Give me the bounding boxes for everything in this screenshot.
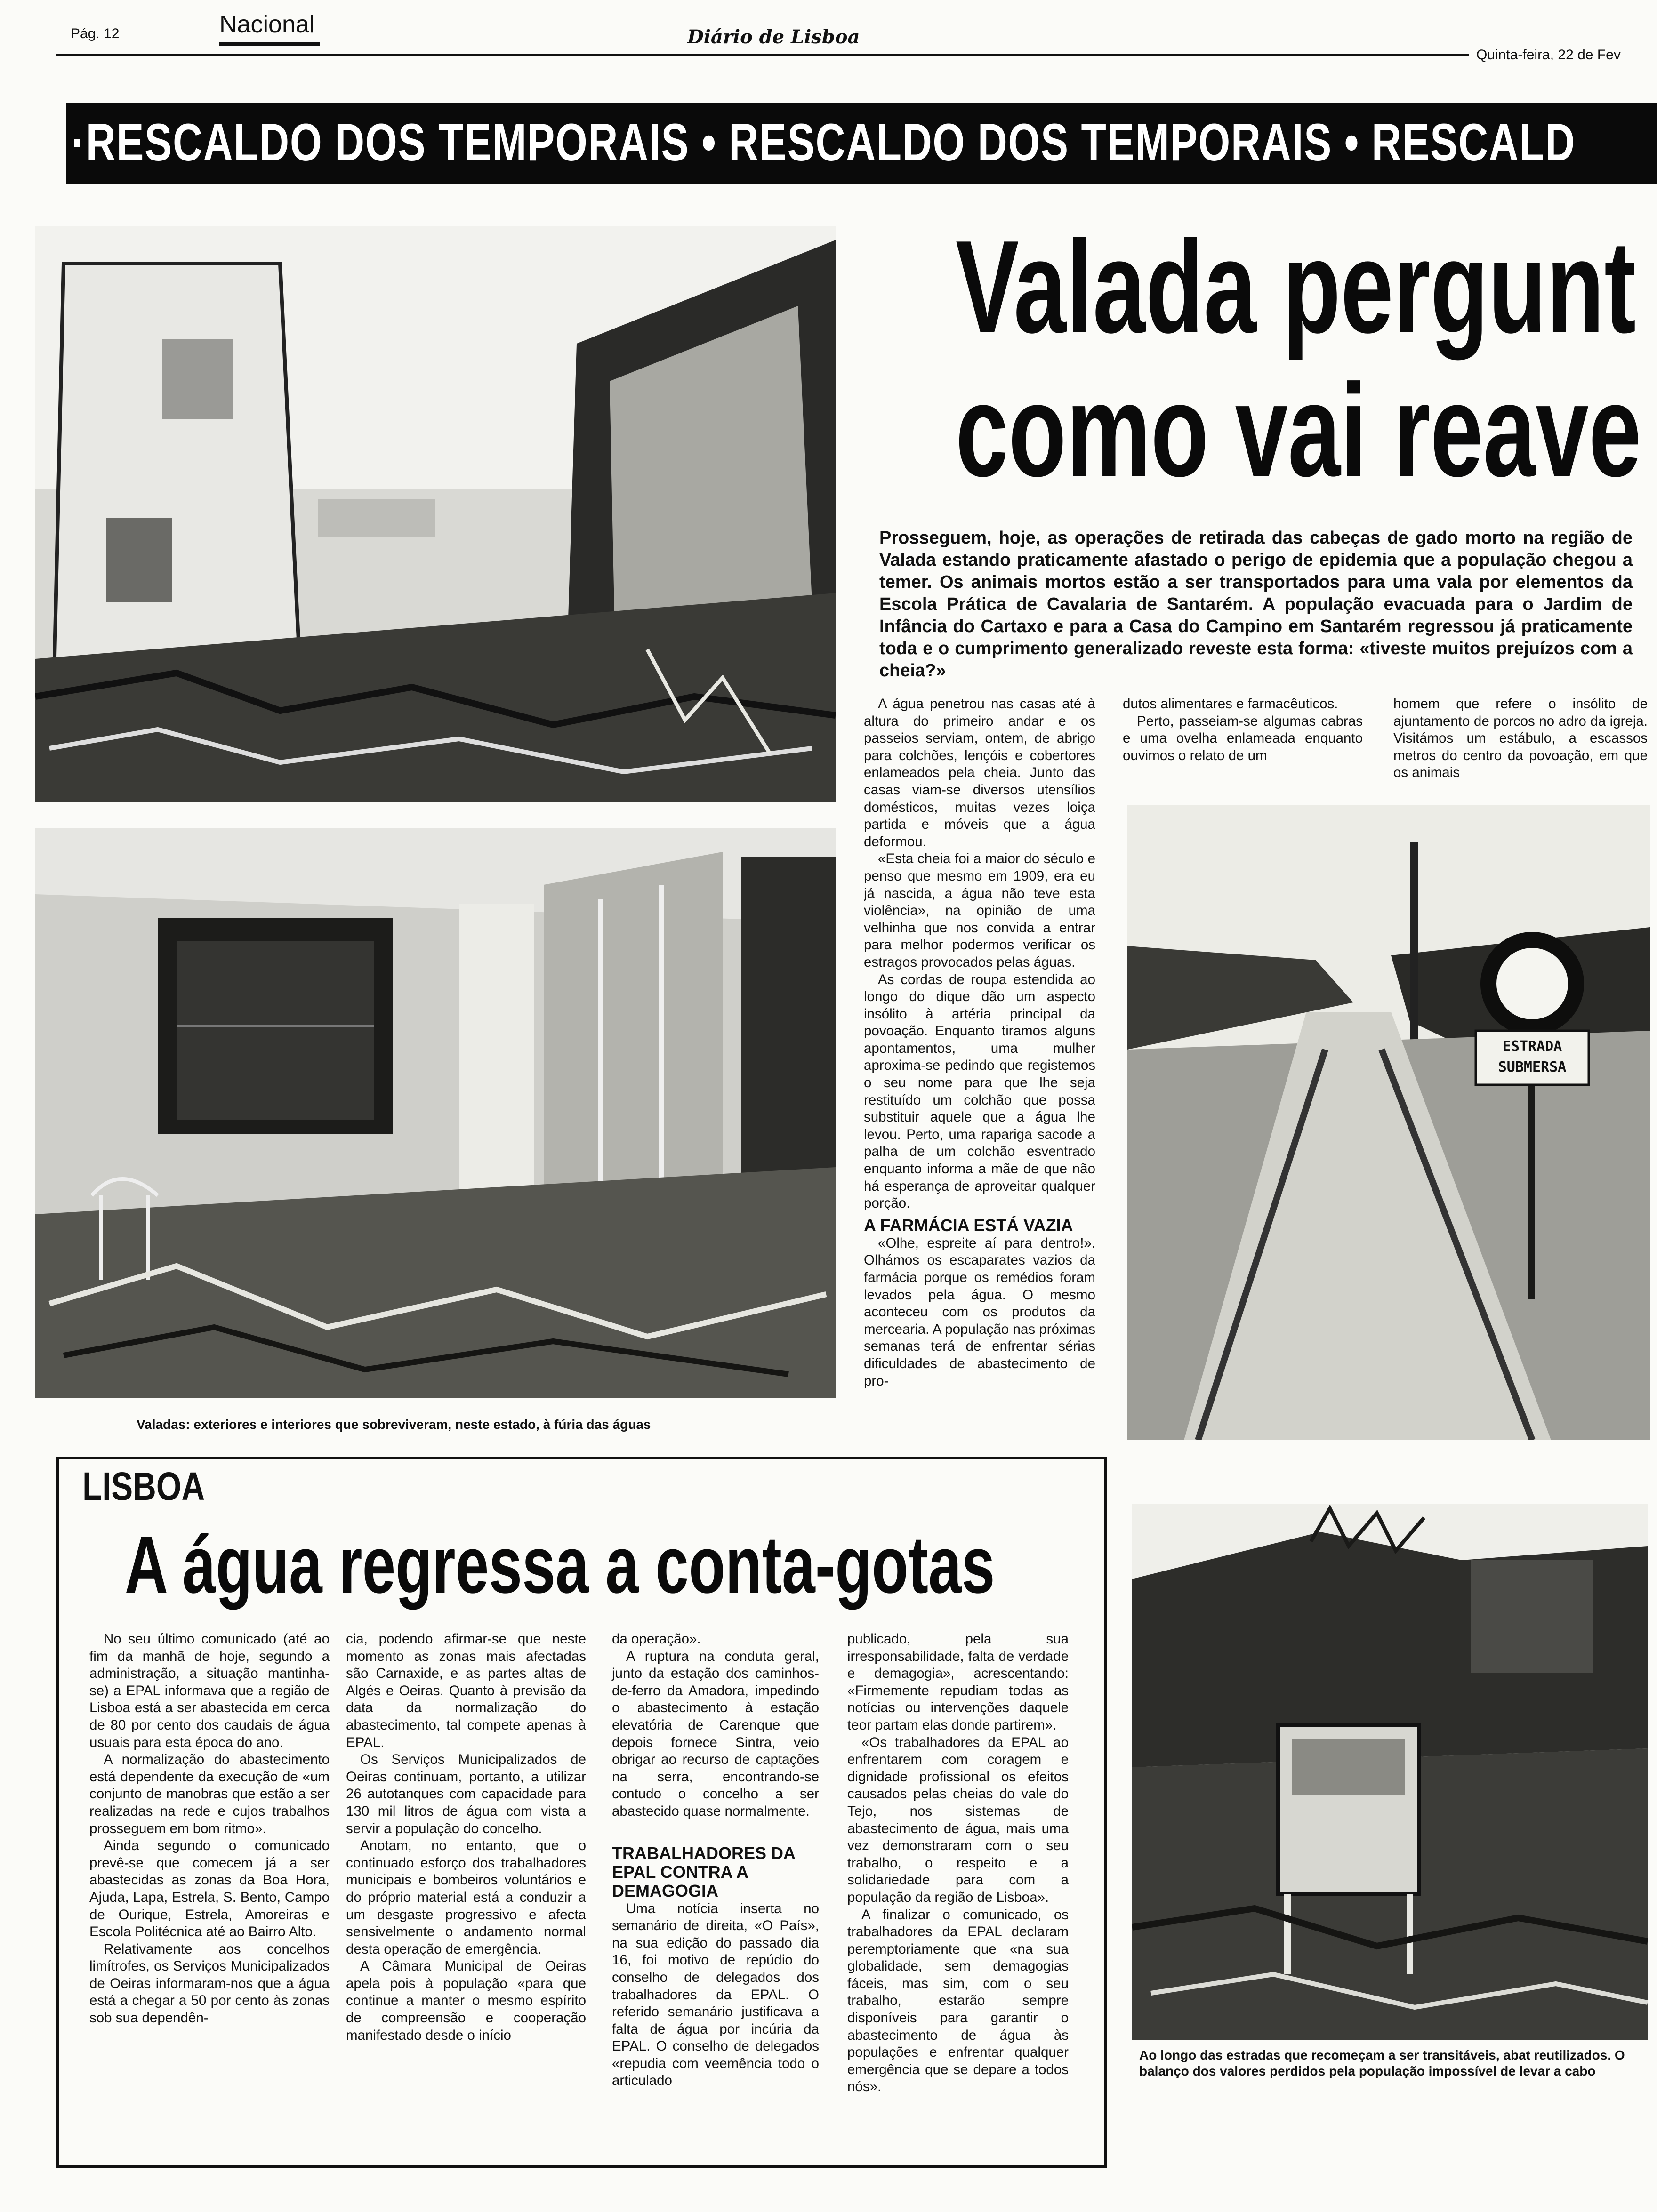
section-underline xyxy=(219,42,320,46)
paragraph: A água penetrou nas casas até à altura do primeiro andar e os passeios serviam, ontem, de abrigo para colchões, lençóis e cobertores enlameados pela cheia. Junto das casas viam-se diversos utensílios domésticos, muitas vezes loiça partida e móveis que a água deformou. xyxy=(864,696,1095,850)
paragraph: A normalização do abastecimento está dependente da execução de «um conjunto de manobras que estão a ser realizadas na rede e cujos trabalhos prosseguem em bom ritmo». xyxy=(89,1752,330,1836)
date-line: Quinta-feira, 22 de Fev xyxy=(1476,47,1621,63)
main-column-2 xyxy=(1123,696,1363,764)
section-label: Nacional xyxy=(219,11,315,38)
photo-debris-street xyxy=(1132,1504,1648,2040)
headline-line-2: como vai reave xyxy=(956,357,1641,504)
main-column-3 xyxy=(1393,696,1648,782)
paragraph: Relativamente aos concelhos limítrofes, os Serviços Municipalizados de Oeiras informaram-nos que a água está a chegar a 50 por cento às zonas sob sua dependên- xyxy=(89,1941,330,2026)
lisboa-column-1 xyxy=(89,1631,330,2027)
photo-house-exterior xyxy=(35,226,836,802)
faint-mark xyxy=(1186,23,1327,31)
paragraph: publicado, pela sua irresponsabilidade, falta de verdade e demagogia», acrescentando: «Firmemente repudiam todas as notícias ou intervenções daquele teor partam elas donde partirem». xyxy=(847,1631,1069,1733)
banner-text: ·RESCALDO DOS TEMPORAIS • RESCALDO DOS TEMPORAIS • RESCALD xyxy=(72,113,1576,172)
paragraph: Anotam, no entanto, que o continuado esforço dos trabalhadores municipais e bombeiros voluntários e do próprio material está a conduzir a um desgaste progressivo e afecta sensivelmente o andamento normal desta operação de emergência. xyxy=(346,1838,586,1957)
paragraph: da operação». xyxy=(612,1631,701,1647)
header-rule xyxy=(56,54,1469,56)
photo-caption-valadas: Valadas: exteriores e interiores que sobreviveram, neste estado, à fúria das águas xyxy=(137,1417,651,1432)
banner xyxy=(66,103,1657,184)
lead-paragraph: Prosseguem, hoje, as operações de retirada das cabeças de gado morto na região de Valada estando praticamente afastado o perigo de epidemia que a população chegou a temer. Os animais mortos estão a ser transportados para uma vala por elementos da Escola Prática de Cavalaria de Santarém. A população evacuada para o Jardim de Infância do Cartaxo e para a Casa do Campino em Santarém regressou já praticamente toda e o cumprimento generalizado reveste esta forma: «tiveste muitos prejuízos com a cheia?» xyxy=(879,528,1633,681)
photo-house-interior xyxy=(35,828,836,1398)
lisboa-kicker: LISBOA xyxy=(82,1464,205,1508)
paragraph: homem que refere o insólito de ajuntamento de porcos no adro da igreja. Visitámos um estábulo, a escassos metros do centro da povoação, em que os animais xyxy=(1393,696,1648,781)
road-sign-line-2: SUBMERSA xyxy=(1498,1059,1567,1075)
paragraph: A finalizar o comunicado, os trabalhadores da EPAL declaram peremptoriamente que «na sua globalidade, sem demagogias fáceis, mas sim, com o seu trabalho, estarão sempre disponíveis para garantir o abastecimento de água às populações e enfrentar qualquer emergência que se depare a todos nós». xyxy=(847,1907,1069,2095)
lisboa-column-4 xyxy=(847,1631,1069,2096)
paragraph: Os Serviços Municipalizados de Oeiras continuam, portanto, a utilizar 26 autotanques com capacidade para 130 mil litros de água com vista a servir a população do concelho. xyxy=(346,1752,586,1836)
paragraph: Perto, passeiam-se algumas cabras e uma ovelha enlameada enquanto ouvimos o relato de um xyxy=(1123,713,1363,763)
masthead: Diário de Lisboa xyxy=(687,26,860,48)
paragraph: cia, podendo afirmar-se que neste momento as zonas mais afectadas são Carnaxide, e as partes altas de Algés e Oeiras. Quanto à previsão da data da normalização do abastecimento, tal compete apenas à EPAL. xyxy=(346,1631,586,1750)
headline-line-1: Valada pergunt xyxy=(956,214,1636,361)
paragraph: As cordas de roupa estendida ao longo do dique dão um aspecto insólito à artéria principal da povoação. Enquanto tiramos alguns apontamentos, uma mulher aproxima-se pedindo que registemos o seu nome para que lhe seja restituído um colchão que possa substituir aquele que a água lhe levou. Perto, uma rapariga sacode a palha de um colchão esventrado enquanto informa a mãe de que não há esperança de aproveitar qualquer porção. xyxy=(864,971,1095,1211)
paragraph: dutos alimentares e farmacêuticos. xyxy=(1123,696,1338,712)
road-sign xyxy=(1476,1036,1589,1078)
paragraph: A Câmara Municipal de Oeiras apela pois à população «para que continue a manter o mesmo espírito de compreensão e cooperação manifestado desde o início xyxy=(346,1958,586,2043)
paragraph: Ainda segundo o comunicado prevê-se que comecem já a ser abastecidas as zonas da Boa Hora, Ajuda, Lapa, Estrela, S. Bento, Campo de Ourique, Estrela, Amoreiras e Escola Politécnica até ao Bairro Alto. xyxy=(89,1838,330,1940)
subheading: TRABALHADORES DA EPAL CONTRA A DEMAGOGIA xyxy=(612,1843,795,1900)
lisboa-column-3 xyxy=(612,1631,819,2090)
photo-caption-roads: Ao longo das estradas que recomeçam a ser transitáveis, abat reutilizados. O balanço dos valores perdidos pela população impossível de levar a cabo xyxy=(1139,2048,1625,2078)
paragraph: No seu último comunicado (até ao fim da manhã de hoje, segundo a administração, a situação mantinha-se) a EPAL informava que a região de Lisboa está a ser abastecida em cerca de 80 por cento dos caudais de água usuais para esta época do ano. xyxy=(89,1631,330,1750)
paragraph: «Olhe, espreite aí para dentro!». Olhámos os escaparates vazios da farmácia porque os remédios foram levados pela água. O mesmo aconteceu com os produtos da mercearia. A população nas próximas semanas terá de enfrentar sérias dificuldades de abastecimento de pro- xyxy=(864,1235,1095,1389)
paragraph: A ruptura na conduta geral, junto da estação dos caminhos-de-ferro da Amadora, impedindo o abastecimento à estação elevatória de Carenque que depois fornece Sintra, veio obrigar ao recurso de captações na serra, encontrando-se contudo o concelho a ser abastecido quase normalmente. xyxy=(612,1648,819,1819)
main-column-1 xyxy=(864,696,1095,1439)
paragraph: «Os trabalhadores da EPAL ao enfrentarem com coragem e dignidade profissional os efeitos causados pelas cheias do vale do Tejo, nos sistemas de abastecimento de água, mais uma vez demonstraram com o seu trabalho, o respeito e a solidariedade para com a população da região de Lisboa». xyxy=(847,1734,1069,1905)
road-sign-line-1: ESTRADA xyxy=(1502,1038,1562,1055)
photo-road-drawing xyxy=(1127,805,1650,1440)
page-number: Pág. 12 xyxy=(71,26,120,41)
paragraph: «Esta cheia foi a maior do século e penso que mesmo em 1909, era eu já nascida, a água não teve esta violência», na opinião de uma velhinha que nos convida a entrar para melhor podermos verificar os estragos provocados pelas águas. xyxy=(864,851,1095,970)
subheading: A FARMÁCIA ESTÁ VAZIA xyxy=(864,1215,1073,1235)
lisboa-column-2 xyxy=(346,1631,586,2044)
lisboa-headline: A água regressa a conta-gotas xyxy=(125,1520,995,1610)
paragraph: Uma notícia inserta no semanário de direita, «O País», na sua edição do passado dia 16, foi motivo de repúdio do conselho de delegados dos trabalhadores da EPAL. O referido semanário justificava a falta de água por incúria da EPAL. O conselho de delegados «repudia com veemência todo o articulado xyxy=(612,1900,819,2089)
photo-submerged-road xyxy=(1127,805,1650,1440)
